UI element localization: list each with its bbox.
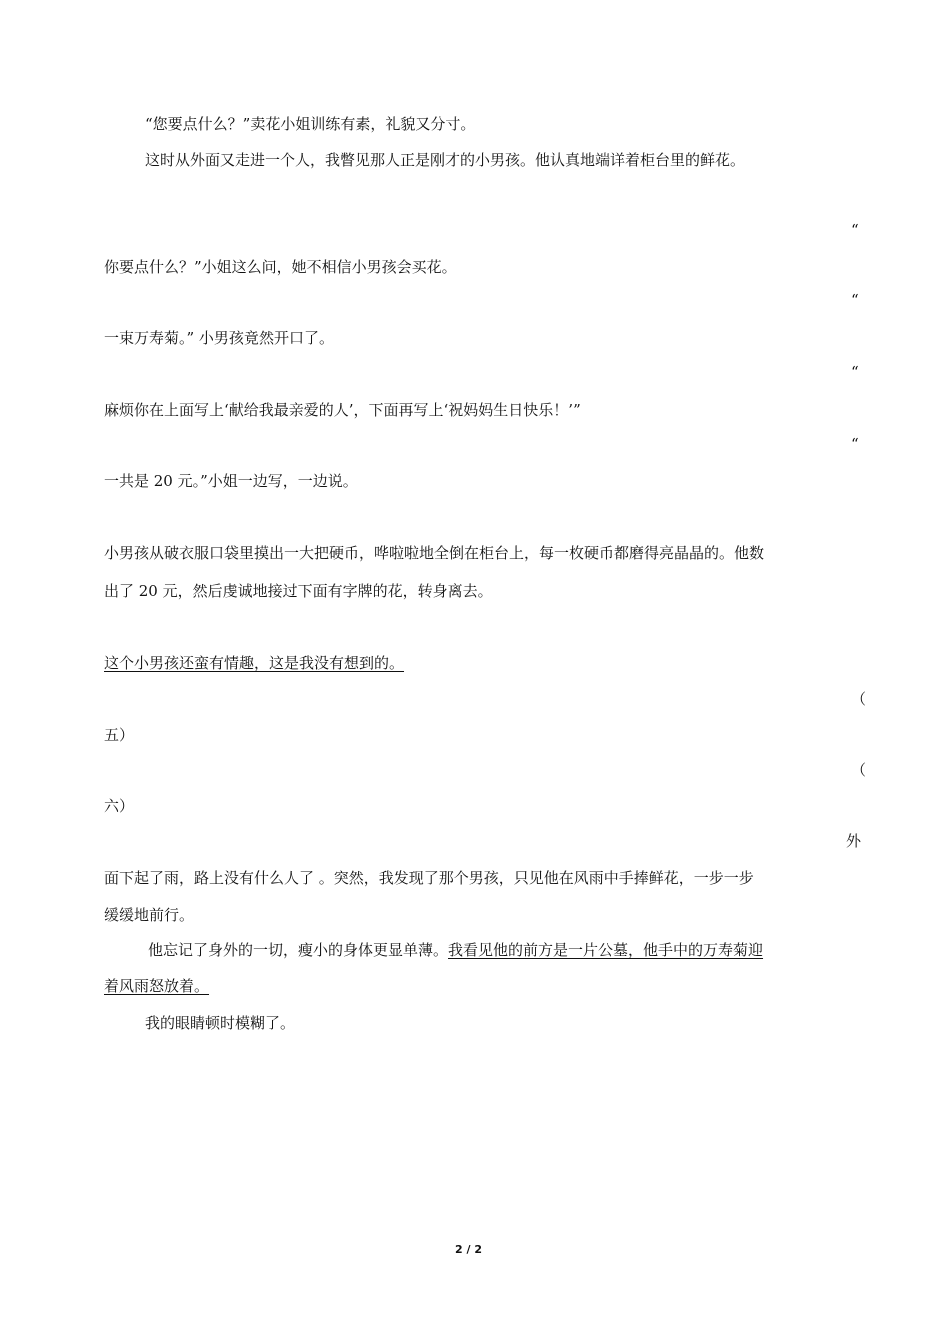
text-line: 一共是 20 元。”小姐一边写，一边说。 <box>104 472 358 490</box>
page-number: 2 / 2 <box>455 1243 482 1256</box>
text-line: 五） <box>104 726 135 744</box>
quote-mark: “ <box>851 291 859 309</box>
text-line: 这时从外面又走进一个人，我瞥见那人正是刚才的小男孩。他认真地端详着柜台里的鲜花。 <box>145 151 746 169</box>
text-line: 我的眼睛顿时模糊了。 <box>145 1014 296 1032</box>
paren-mark: （ <box>851 761 867 779</box>
underlined-sentence: 着风雨怒放着。 <box>104 977 210 995</box>
text-line: 六） <box>104 797 135 815</box>
text-line: 面下起了雨，路上没有什么人了 。突然，我发现了那个男孩，只见他在风雨中手捧鲜花，一步一步 <box>104 869 754 887</box>
quote-mark: “ <box>851 221 859 239</box>
text-line: 小男孩从破衣服口袋里摸出一大把硬币，哗啦啦地全倒在柜台上，每一枚硬币都磨得亮晶晶的。他数 <box>104 544 765 562</box>
text-line: 缓缓地前行。 <box>104 906 195 924</box>
text-line: “您要点什么？”卖花小姐训练有素，礼貌又分寸。 <box>145 115 476 133</box>
underlined-sentence: 这个小男孩还蛮有情趣，这是我没有想到的。 <box>104 654 405 672</box>
text-segment: 他忘记了身外的一切，瘦小的身体更显单薄。 <box>148 941 449 959</box>
text-line: 麻烦你在上面写上‘献给我最亲爱的人’，下面再写上‘祝妈妈生日快乐！’” <box>104 401 581 419</box>
underlined-sentence: 我看见他的前方是一片公墓，他手中的万寿菊迎 <box>448 941 764 959</box>
quote-mark: “ <box>851 363 859 381</box>
text-line: 你要点什么？”小姐这么问，她不相信小男孩会买花。 <box>104 258 457 276</box>
quote-mark: “ <box>851 435 859 453</box>
text-line: 出了 20 元，然后虔诚地接过下面有字牌的花，转身离去。 <box>104 582 493 600</box>
text-line: 一束万寿菊。” 小男孩竟然开口了。 <box>104 329 334 347</box>
text-fragment: 外 <box>846 832 862 850</box>
paren-mark: （ <box>851 690 867 708</box>
text-line <box>148 940 763 960</box>
